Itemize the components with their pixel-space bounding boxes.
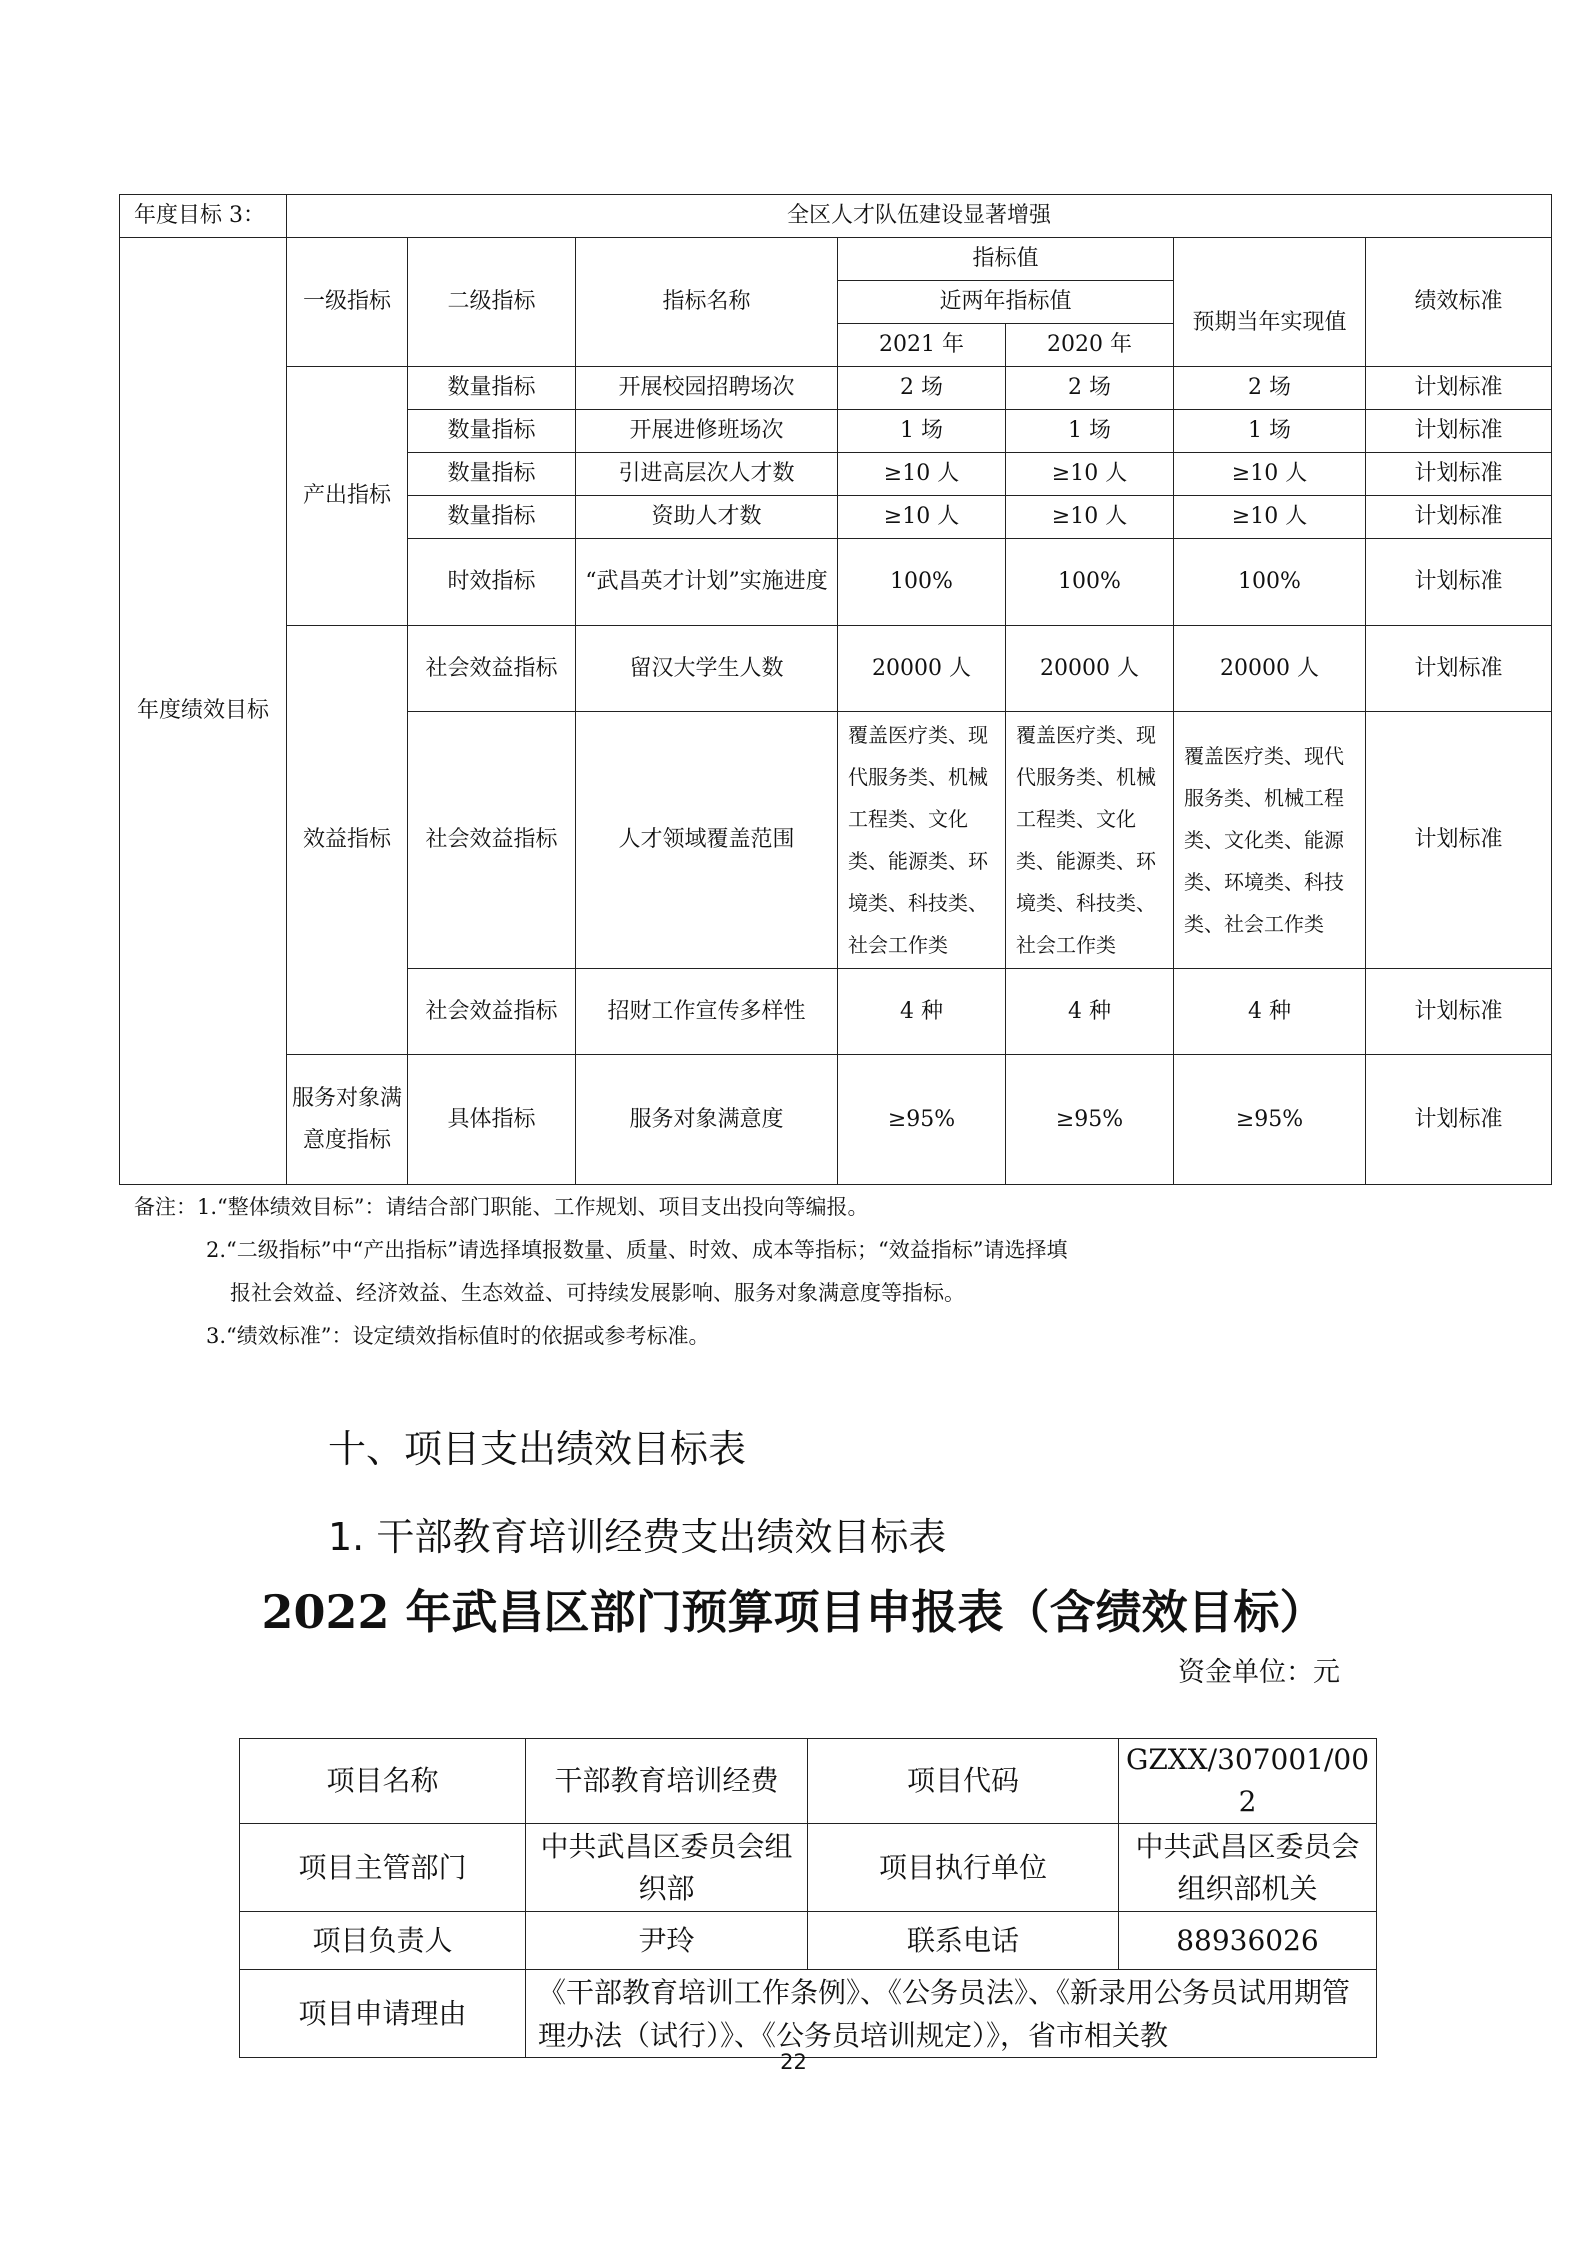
project-application-table: [239, 1738, 1377, 2058]
row-standard: 计划标准: [1366, 453, 1552, 496]
row-expected: 100%: [1174, 539, 1366, 626]
managing-dept-value: 中共武昌区委员会组织部: [526, 1824, 808, 1912]
row-expected: 4 种: [1174, 969, 1366, 1055]
row-name: 招财工作宣传多样性: [576, 969, 838, 1055]
project-owner-value: 尹玲: [526, 1912, 808, 1970]
row-level2: 时效指标: [408, 539, 576, 626]
header-recent-years: 近两年指标值: [838, 281, 1174, 324]
project-name-value: 干部教育培训经费: [526, 1739, 808, 1824]
header-2020: 2020 年: [1006, 324, 1174, 367]
row-name: 服务对象满意度: [576, 1055, 838, 1185]
performance-target-table: [119, 194, 1552, 1185]
project-owner-label: 项目负责人: [240, 1912, 526, 1970]
note-1: 备注：1.“整体绩效目标”：请结合部门职能、工作规划、项目支出投向等编报。: [134, 1195, 869, 1219]
group-service: 服务对象满意度指标: [287, 1055, 408, 1185]
row-expected: ≥10 人: [1174, 453, 1366, 496]
row-2020: 20000 人: [1006, 626, 1174, 712]
row-2021: 2 场: [838, 367, 1006, 410]
row-name: 引进高层次人才数: [576, 453, 838, 496]
note-3: 3.“绩效标准”：设定绩效指标值时的依据或参考标准。: [206, 1324, 710, 1348]
form-title: 2022 年武昌区部门预算项目申报表（含绩效目标）: [261, 1585, 1326, 1639]
header-level1: 一级指标: [287, 238, 408, 367]
row-standard: 计划标准: [1366, 626, 1552, 712]
subsection-heading: 1. 干部教育培训经费支出绩效目标表: [328, 1515, 947, 1559]
note-2-continued: 报社会效益、经济效益、生态效益、可持续发展影响、服务对象满意度等指标。: [230, 1281, 965, 1305]
annual-performance-label: 年度绩效目标: [120, 238, 287, 1185]
project-code-value: GZXX/307001/002: [1119, 1739, 1377, 1824]
row-expected: 1 场: [1174, 410, 1366, 453]
project-name-label: 项目名称: [240, 1739, 526, 1824]
row-2020: 4 种: [1006, 969, 1174, 1055]
row-2021: 20000 人: [838, 626, 1006, 712]
header-expected: 预期当年实现值: [1174, 281, 1366, 367]
managing-dept-label: 项目主管部门: [240, 1824, 526, 1912]
row-expected: 覆盖医疗类、现代服务类、机械工程类、文化类、能源类、环境类、科技类、社会工作类: [1174, 712, 1366, 969]
row-name: “武昌英才计划”实施进度: [576, 539, 838, 626]
note-2: 2.“二级指标”中“产出指标”请选择填报数量、质量、时效、成本等指标；“效益指标”请选择填: [206, 1238, 1068, 1262]
row-expected: 20000 人: [1174, 626, 1366, 712]
row-name: 资助人才数: [576, 496, 838, 539]
row-2020: ≥10 人: [1006, 496, 1174, 539]
row-2020: 100%: [1006, 539, 1174, 626]
row-2021: 覆盖医疗类、现代服务类、机械工程类、文化类、能源类、环境类、科技类、社会工作类: [838, 712, 1006, 969]
row-level2: 数量指标: [408, 410, 576, 453]
row-standard: 计划标准: [1366, 496, 1552, 539]
row-name: 开展校园招聘场次: [576, 367, 838, 410]
row-standard: 计划标准: [1366, 410, 1552, 453]
application-reason-label: 项目申请理由: [240, 1970, 526, 2058]
row-2020: ≥95%: [1006, 1055, 1174, 1185]
currency-unit: 资金单位：元: [1178, 1657, 1340, 1688]
row-standard: 计划标准: [1366, 712, 1552, 969]
row-2021: ≥95%: [838, 1055, 1006, 1185]
table-notes: [134, 1186, 1067, 1358]
group-benefit: 效益指标: [287, 626, 408, 1055]
executing-unit-label: 项目执行单位: [808, 1824, 1119, 1912]
project-code-label: 项目代码: [808, 1739, 1119, 1824]
row-name: 人才领域覆盖范围: [576, 712, 838, 969]
row-level2: 数量指标: [408, 453, 576, 496]
row-expected: 2 场: [1174, 367, 1366, 410]
row-2020: 覆盖医疗类、现代服务类、机械工程类、文化类、能源类、环境类、科技类、社会工作类: [1006, 712, 1174, 969]
row-standard: 计划标准: [1366, 367, 1552, 410]
row-level2: 数量指标: [408, 367, 576, 410]
phone-label: 联系电话: [808, 1912, 1119, 1970]
row-expected: ≥95%: [1174, 1055, 1366, 1185]
annual-target-value: 全区人才队伍建设显著增强: [287, 195, 1552, 238]
row-level2: 社会效益指标: [408, 969, 576, 1055]
header-standard: 绩效标准: [1366, 238, 1552, 367]
row-standard: 计划标准: [1366, 969, 1552, 1055]
page-number: 22: [780, 2050, 807, 2074]
row-name: 开展进修班场次: [576, 410, 838, 453]
row-2021: ≥10 人: [838, 453, 1006, 496]
row-2021: 4 种: [838, 969, 1006, 1055]
row-2021: ≥10 人: [838, 496, 1006, 539]
row-expected: ≥10 人: [1174, 496, 1366, 539]
row-2020: 1 场: [1006, 410, 1174, 453]
row-standard: 计划标准: [1366, 1055, 1552, 1185]
row-2020: 2 场: [1006, 367, 1174, 410]
annual-target-label: 年度目标 3：: [120, 195, 287, 238]
application-reason-value: 《干部教育培训工作条例》、《公务员法》、《新录用公务员试用期管理办法（试行）》、《公务员培训规定）》，省市相关教: [526, 1970, 1377, 2058]
executing-unit-value: 中共武昌区委员会组织部机关: [1119, 1824, 1377, 1912]
row-2021: 100%: [838, 539, 1006, 626]
row-2021: 1 场: [838, 410, 1006, 453]
row-name: 留汉大学生人数: [576, 626, 838, 712]
group-output: 产出指标: [287, 367, 408, 626]
header-2021: 2021 年: [838, 324, 1006, 367]
row-level2: 具体指标: [408, 1055, 576, 1185]
phone-value: 88936026: [1119, 1912, 1377, 1970]
section-heading: 十、项目支出绩效目标表: [328, 1427, 747, 1471]
row-level2: 社会效益指标: [408, 626, 576, 712]
row-2020: ≥10 人: [1006, 453, 1174, 496]
header-indicator-value: 指标值: [838, 238, 1174, 281]
header-blank: [1174, 238, 1366, 281]
row-level2: 数量指标: [408, 496, 576, 539]
header-level2: 二级指标: [408, 238, 576, 367]
row-level2: 社会效益指标: [408, 712, 576, 969]
header-indicator-name: 指标名称: [576, 238, 838, 367]
row-standard: 计划标准: [1366, 539, 1552, 626]
